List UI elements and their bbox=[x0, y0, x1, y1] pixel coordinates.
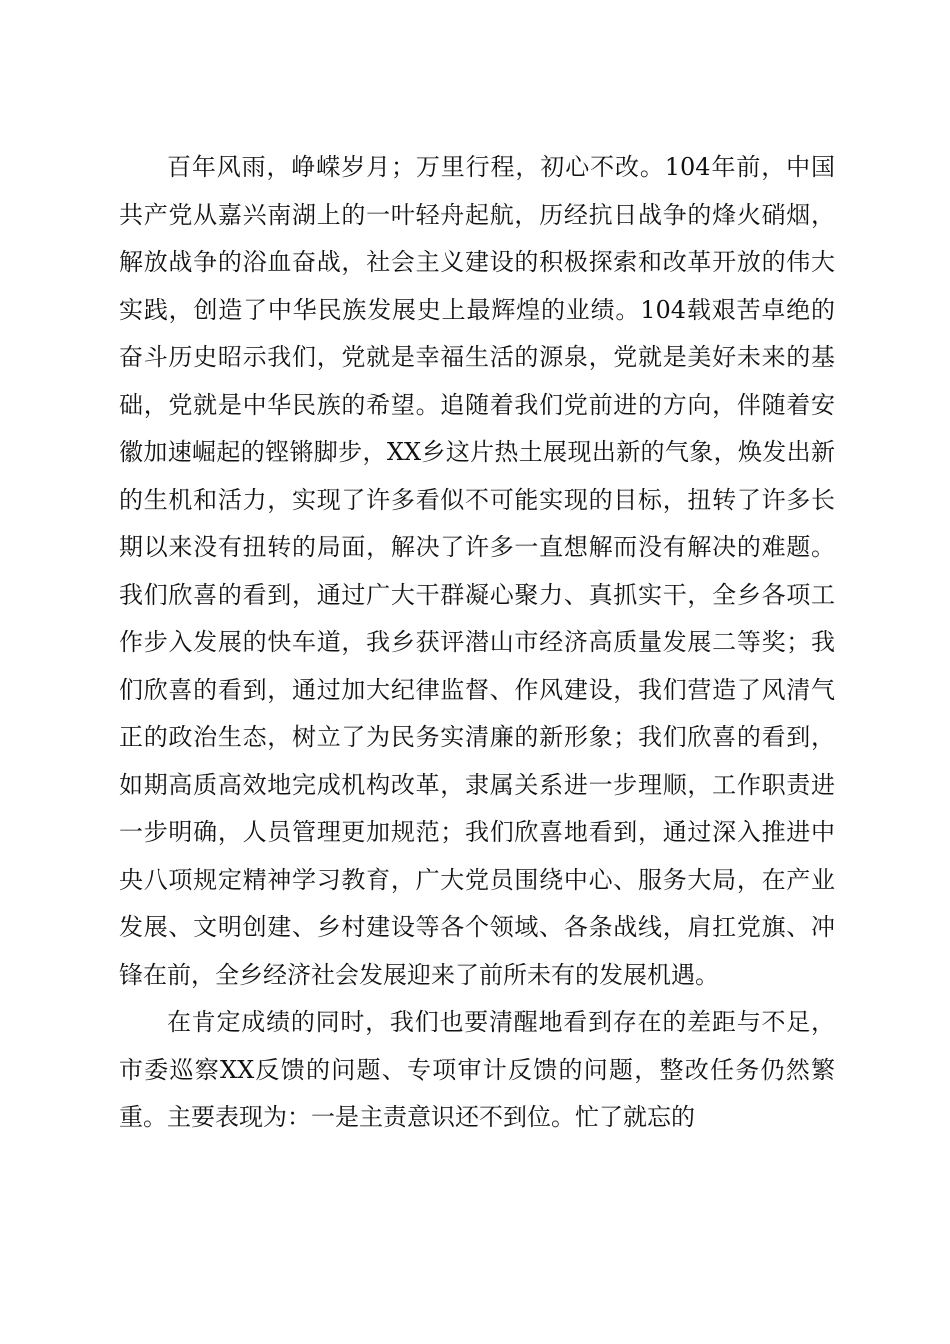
paragraph-shortcomings: 在肯定成绩的同时，我们也要清醒地看到存在的差距与不足，市委巡察XX反馈的问题、专项审计反馈的问题，整改任务仍然繁重。主要表现为：一是主责意识还不到位。忙了就忘的 bbox=[119, 1008, 835, 1131]
paragraph-achievements: 百年风雨，峥嵘岁月；万里行程，初心不改。104年前，中国共产党从嘉兴南湖上的一叶轻舟起航，历经抗日战争的烽火硝烟，解放战争的浴血奋战，社会主义建设的积极探索和改革开放的伟大实践，创造了中华民族发展史上最辉煌的业绩。104载艰苦卓绝的奋斗历史昭示我们，党就是幸福生活的源泉，党就是美好未来的基础，党就是中华民族的希望。追随着我们党前进的方向，伴随着安徽加速崛起的铿锵脚步，XX乡这片热土展现出新的气象，焕发出新的生机和活力，实现了许多看似不可能实现的目标，扭转了许多长期以来没有扭转的局面，解决了许多一直想解而没有解决的难题。我们欣喜的看到，通过广大干群凝心聚力、真抓实干，全乡各项工作步入发展的快车道，我乡获评潜山市经济高质量发展二等奖；我们欣喜的看到，通过加大纪律监督、作风建设，我们营造了风清气正的政治生态，树立了为民务实清廉的新形象；我们欣喜的看到，如期高质高效地完成机构改革，隶属关系进一步理顺，工作职责进一步明确，人员管理更加规范；我们欣喜地看到，通过深入推进中央八项规定精神学习教育，广大党员围绕中心、服务大局，在产业发展、文明创建、乡村建设等各个领域、各条战线，肩扛党旗、冲锋在前，全乡经济社会发展迎来了前所未有的发展机遇。 bbox=[119, 153, 835, 989]
document-body bbox=[119, 144, 835, 1142]
